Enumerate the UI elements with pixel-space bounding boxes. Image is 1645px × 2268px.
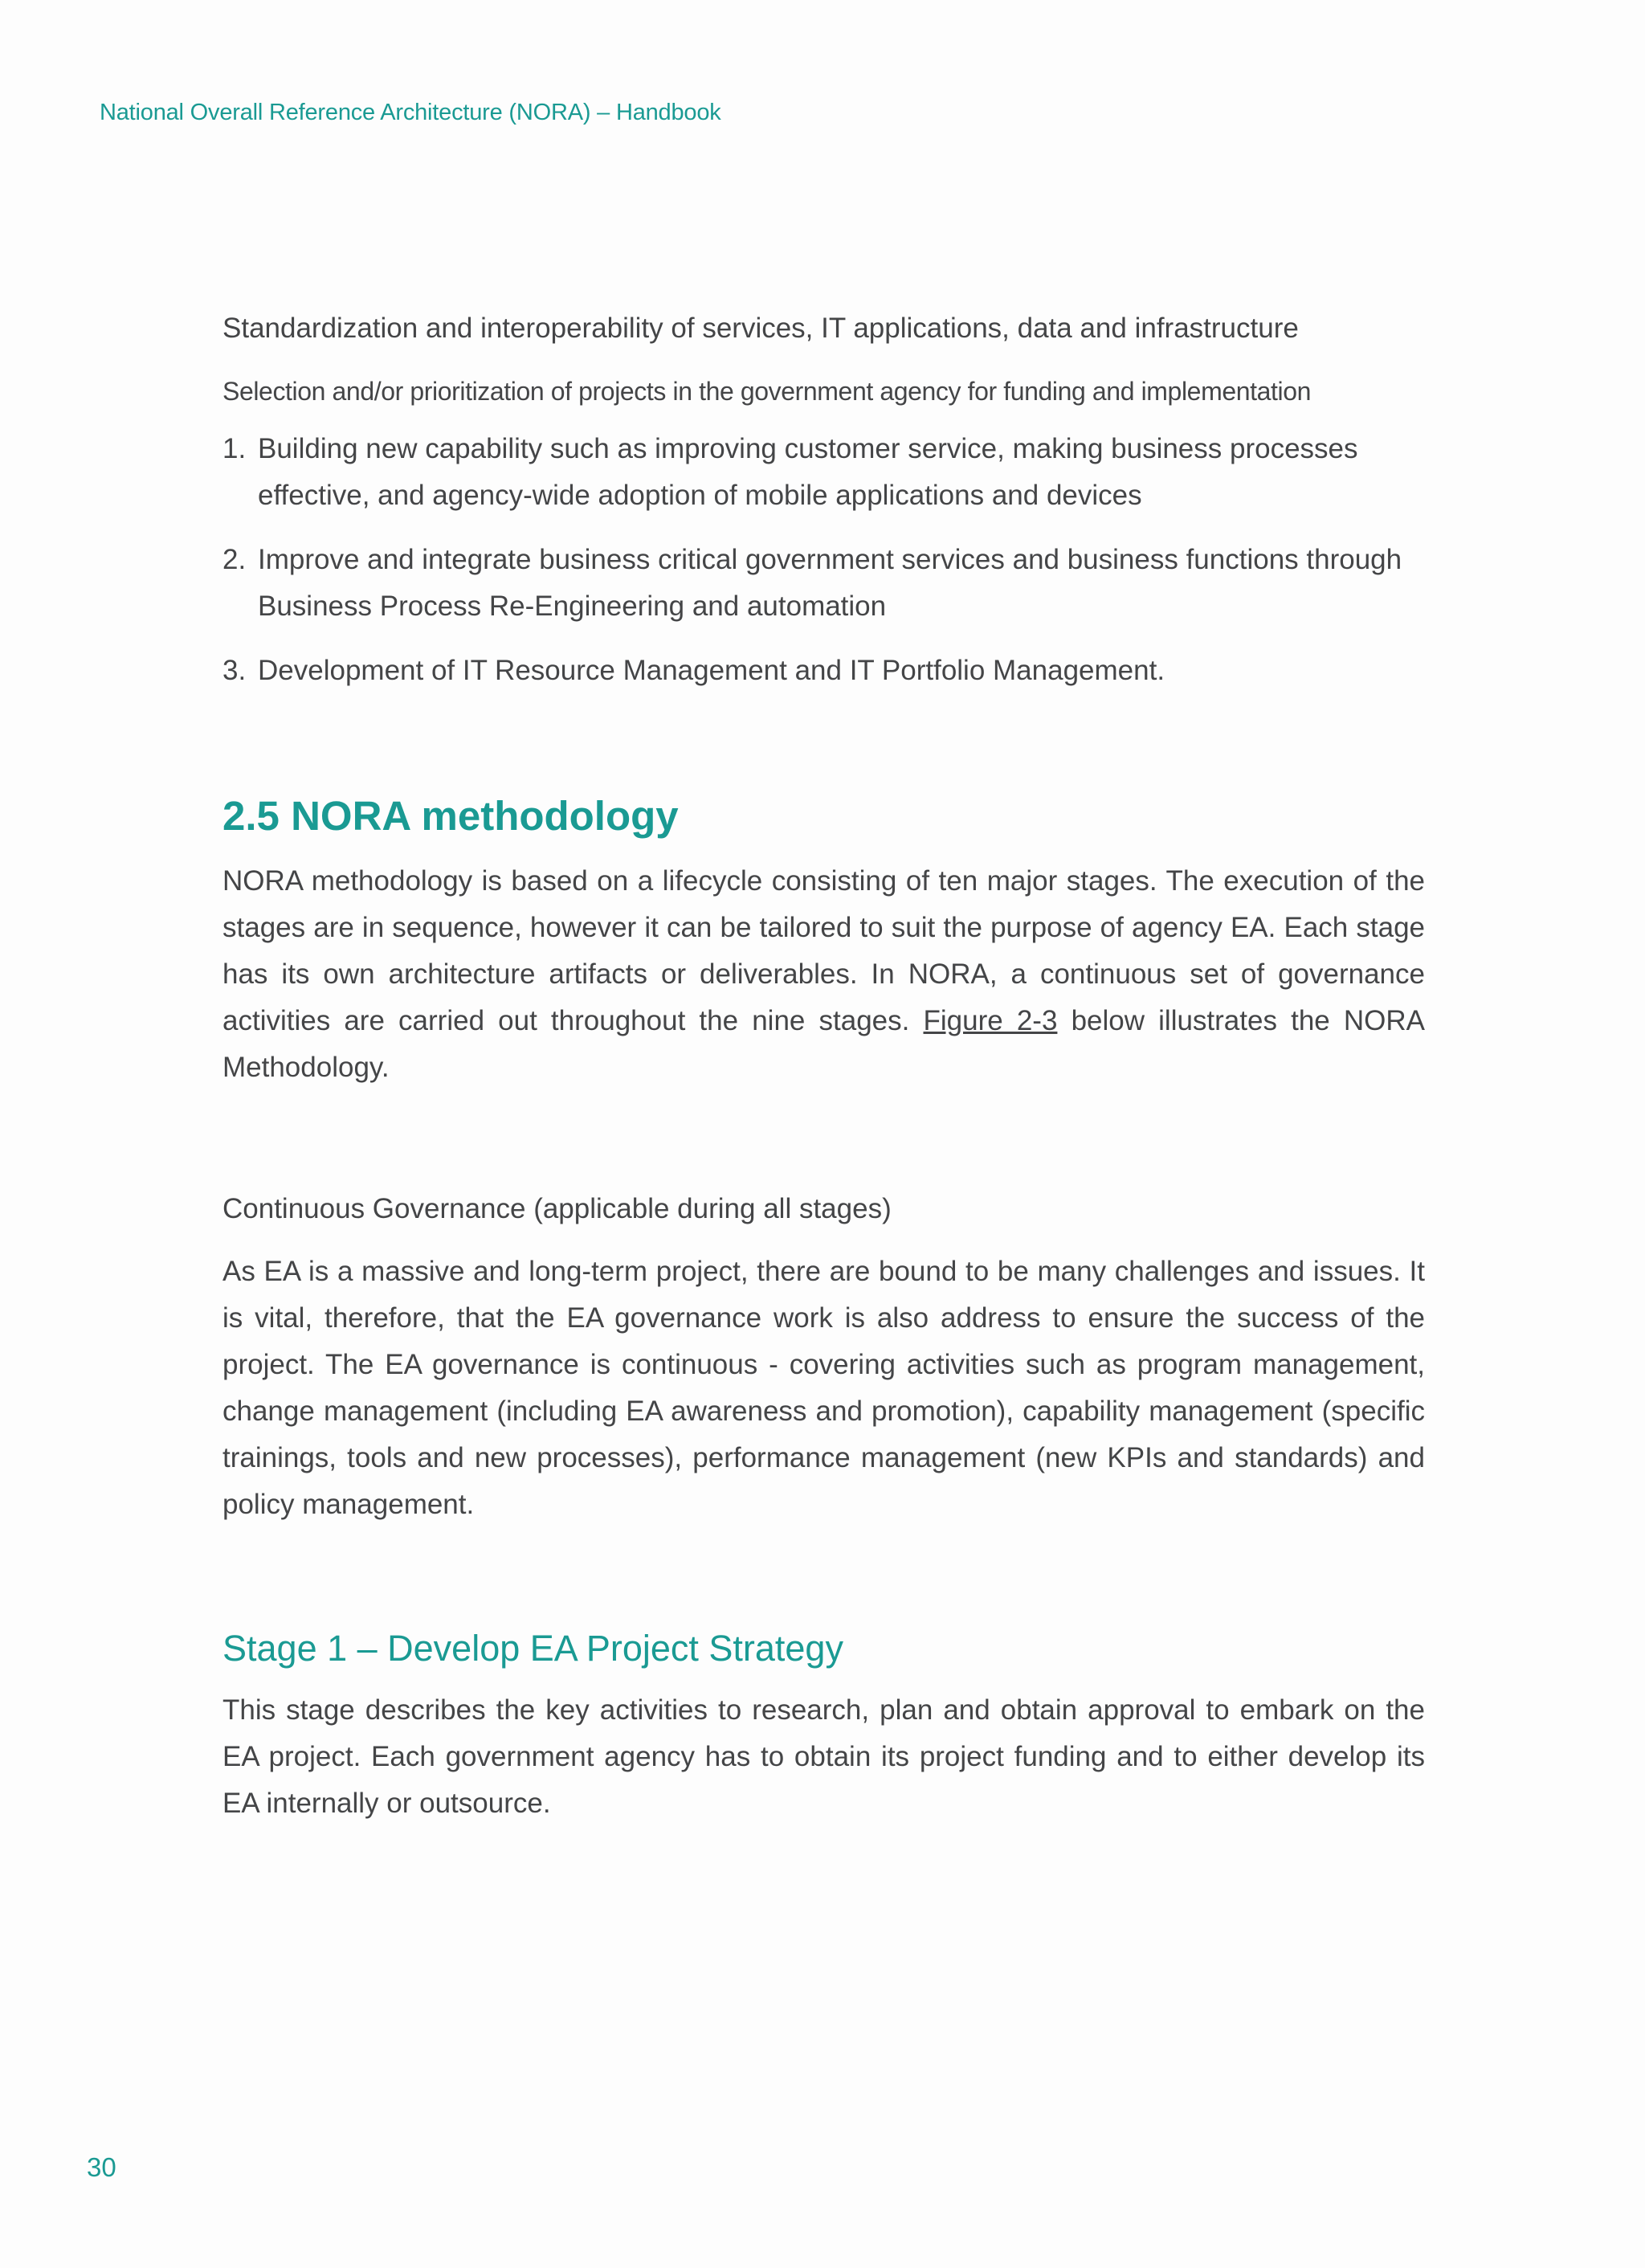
page-number: 30: [87, 2152, 116, 2182]
list-item-number: 2.: [222, 544, 247, 575]
list-item: [222, 426, 1425, 519]
intro-line-standardization: Standardization and interoperability of services, IT applications, data and infrastructure: [222, 313, 1299, 344]
list-item: [222, 648, 1425, 694]
stage-1-paragraph: This stage describes the key activities to research, plan and obtain approval to embark on the EA project. Each government agency has to obtain its project funding and to either develop its EA internally or outsource.: [222, 1694, 1425, 1819]
running-header: National Overall Reference Architecture (NORA) – Handbook: [100, 100, 721, 125]
section-heading: 2.5 NORA methodology: [222, 793, 679, 839]
list-item-text: Building new capability such as improving customer service, making business processes effective, and agency-wide adoption of mobile applications and devices: [258, 433, 1358, 511]
methodology-text-end: below illustrates the NORA Methodology.: [222, 1005, 1425, 1083]
methodology-paragraph: [222, 858, 1425, 1091]
intro-numbered-list: [222, 426, 1425, 694]
list-item-text: Development of IT Resource Management and IT Portfolio Management.: [258, 655, 1165, 686]
methodology-text: NORA methodology is based on a lifecycle consisting of ten major stages. The execution of the stages are in sequence, however it can be tailored to suit the purpose of agency EA. Each stage has its own architecture artifacts or deliverables. In NORA, a continuous set of governance activities are carried out throughout the nine stages.: [222, 865, 1425, 1036]
governance-paragraph: As EA is a massive and long-term project, there are bound to be many challenges and issues. It is vital, therefore, that the EA governance work is also address to ensure the success of the project. The EA governance is continuous - covering activities such as program management, change management (including EA awareness and promotion), capability management (specific trainings, tools and new processes), performance management (new KPIs and standards) and policy management.: [222, 1256, 1425, 1520]
list-item-text: Improve and integrate business critical government services and business functions through Business Process Re-Engineering and automation: [258, 544, 1402, 622]
stage-1-heading: Stage 1 – Develop EA Project Strategy: [222, 1628, 843, 1669]
list-item-number: 3.: [222, 655, 247, 686]
list-item-number: 1.: [222, 433, 247, 464]
figure-2-3-link[interactable]: Figure 2-3: [923, 1005, 1058, 1036]
intro-line-selection: Selection and/or prioritization of projects in the government agency for funding and implementation: [222, 377, 1311, 406]
page-content: [222, 305, 1425, 1827]
governance-title: Continuous Governance (applicable during all stages): [222, 1193, 892, 1224]
list-item: [222, 537, 1425, 630]
